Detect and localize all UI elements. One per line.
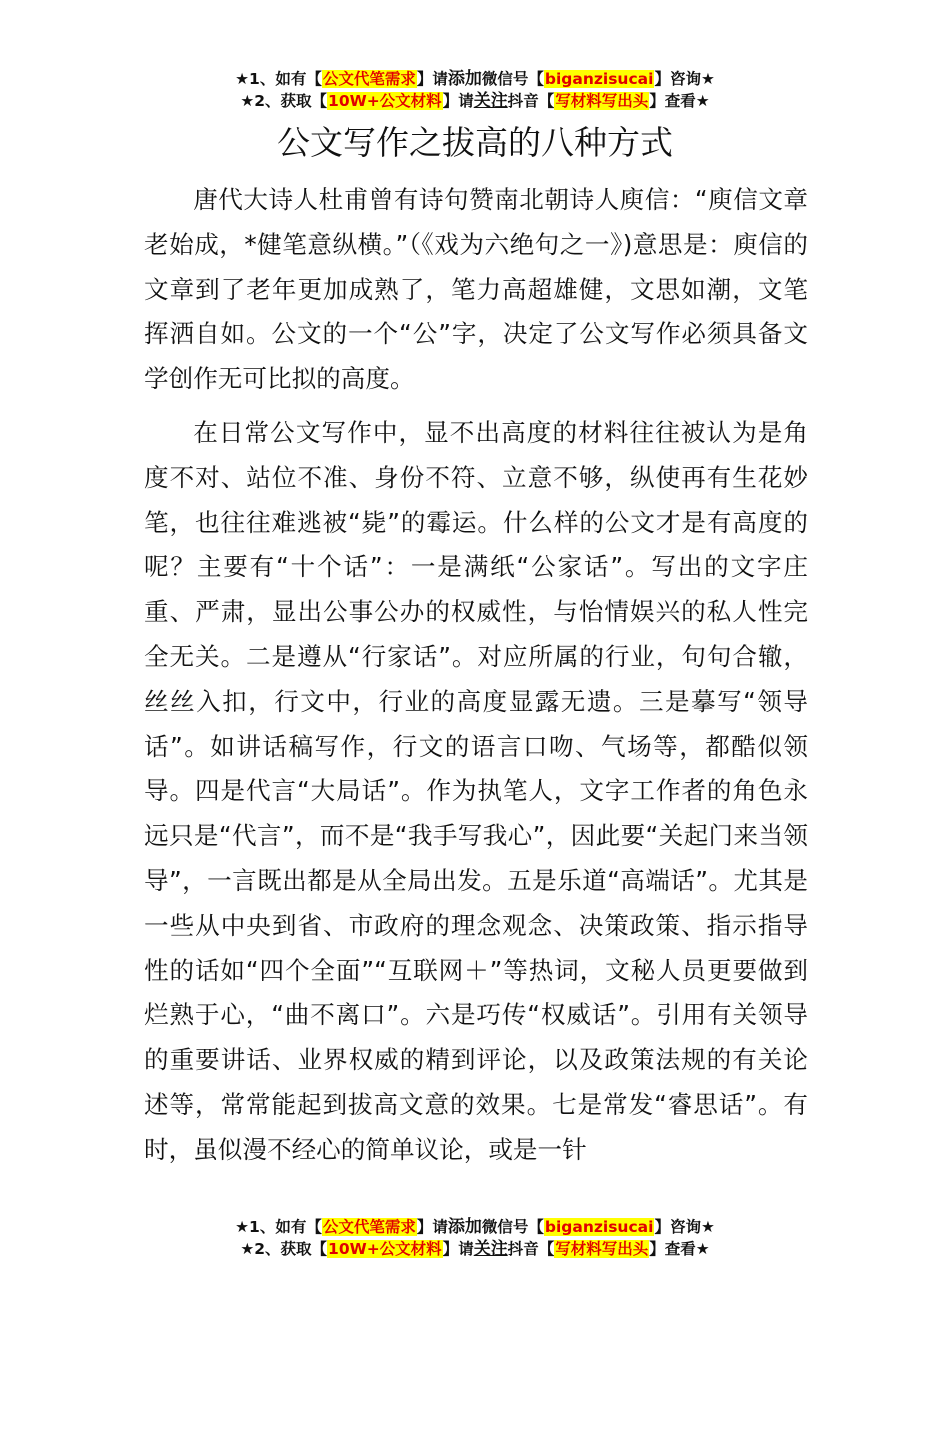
document-title: 公文写作之拔高的八种方式 xyxy=(277,123,673,162)
promo-line-2: ★2、获取【10W+公文材料】请关注抖音【写材料写出头】查看★ xyxy=(240,1239,710,1259)
highlight-wechat-id: biganzisucai xyxy=(544,70,654,88)
paragraph-1: 唐代大诗人杜甫曾有诗句赞南北朝诗人庾信：“庾信文章老始成，*健笔意纵横。”（《戏为六绝句之一》)意思是：庾信的文章到了老年更加成熟了，笔力高超雄健，文思如潮，文笔挥洒自如。公文的一个“公”字，决定了公文写作必须具备文学创作无可比拟的高度。 xyxy=(144,185,808,394)
paragraph-2: 在日常公文写作中，显不出高度的材料往往被认为是角度不对、站位不准、身份不符、立意不够，纵使再有生花妙笔，也往往难逃被“毙”的霉运。什么样的公文才是有高度的呢？主要有“十个话”：一是满纸“公家话”。写出的文字庄重、严肃，显出公事公办的权威性，与怡情娱兴的私人性完全无关。二是遵从“行家话”。对应所属的行业，句句合辙，丝丝入扣，行文中，行业的高度显露无遗。三是摹写“领导话”。如讲话稿写作，行文的语言口吻、气场等，都酷似领导。四是代言“大局话”。作为执笔人，文字工作者的角色永远只是“代言”，而不是“我手写我心”，因此要“关起门来当领导”，一言既出都是从全局出发。五是乐道“高端话”。尤其是一些从中央到省、市政府的理念观念、决策政策、指示指导性的话如“四个全面”“互联网＋”等热词，文秘人员更要做到烂熟于心，“曲不离口”。六是巧传“权威话”。引用有关领导的重要讲话、业界权威的精到评论，以及政策法规的有关论述等，常常能起到拔高文意的效果。七是常发“睿思话”。有时，虽似漫不经心的简单议论，或是一针 xyxy=(144,417,808,1164)
highlight-materials: 10W+公文材料 xyxy=(328,92,442,110)
highlight-douyin-account: 写材料写出头 xyxy=(555,92,649,110)
promo-banner-bottom xyxy=(0,1216,950,1260)
highlight-service: 公文代笔需求 xyxy=(322,70,416,88)
promo-line-1: ★1、如有【公文代笔需求】请添加微信号【biganzisucai】咨询★ xyxy=(235,69,715,89)
promo-line-2: ★2、获取【10W+公文材料】请关注抖音【写材料写出头】查看★ xyxy=(240,91,710,111)
highlight-wechat-id: biganzisucai xyxy=(544,1218,654,1236)
promo-banner-top xyxy=(0,68,950,112)
highlight-materials: 10W+公文材料 xyxy=(328,1240,442,1258)
highlight-service: 公文代笔需求 xyxy=(322,1218,416,1236)
highlight-douyin-account: 写材料写出头 xyxy=(555,1240,649,1258)
promo-line-1: ★1、如有【公文代笔需求】请添加微信号【biganzisucai】咨询★ xyxy=(235,1217,715,1237)
